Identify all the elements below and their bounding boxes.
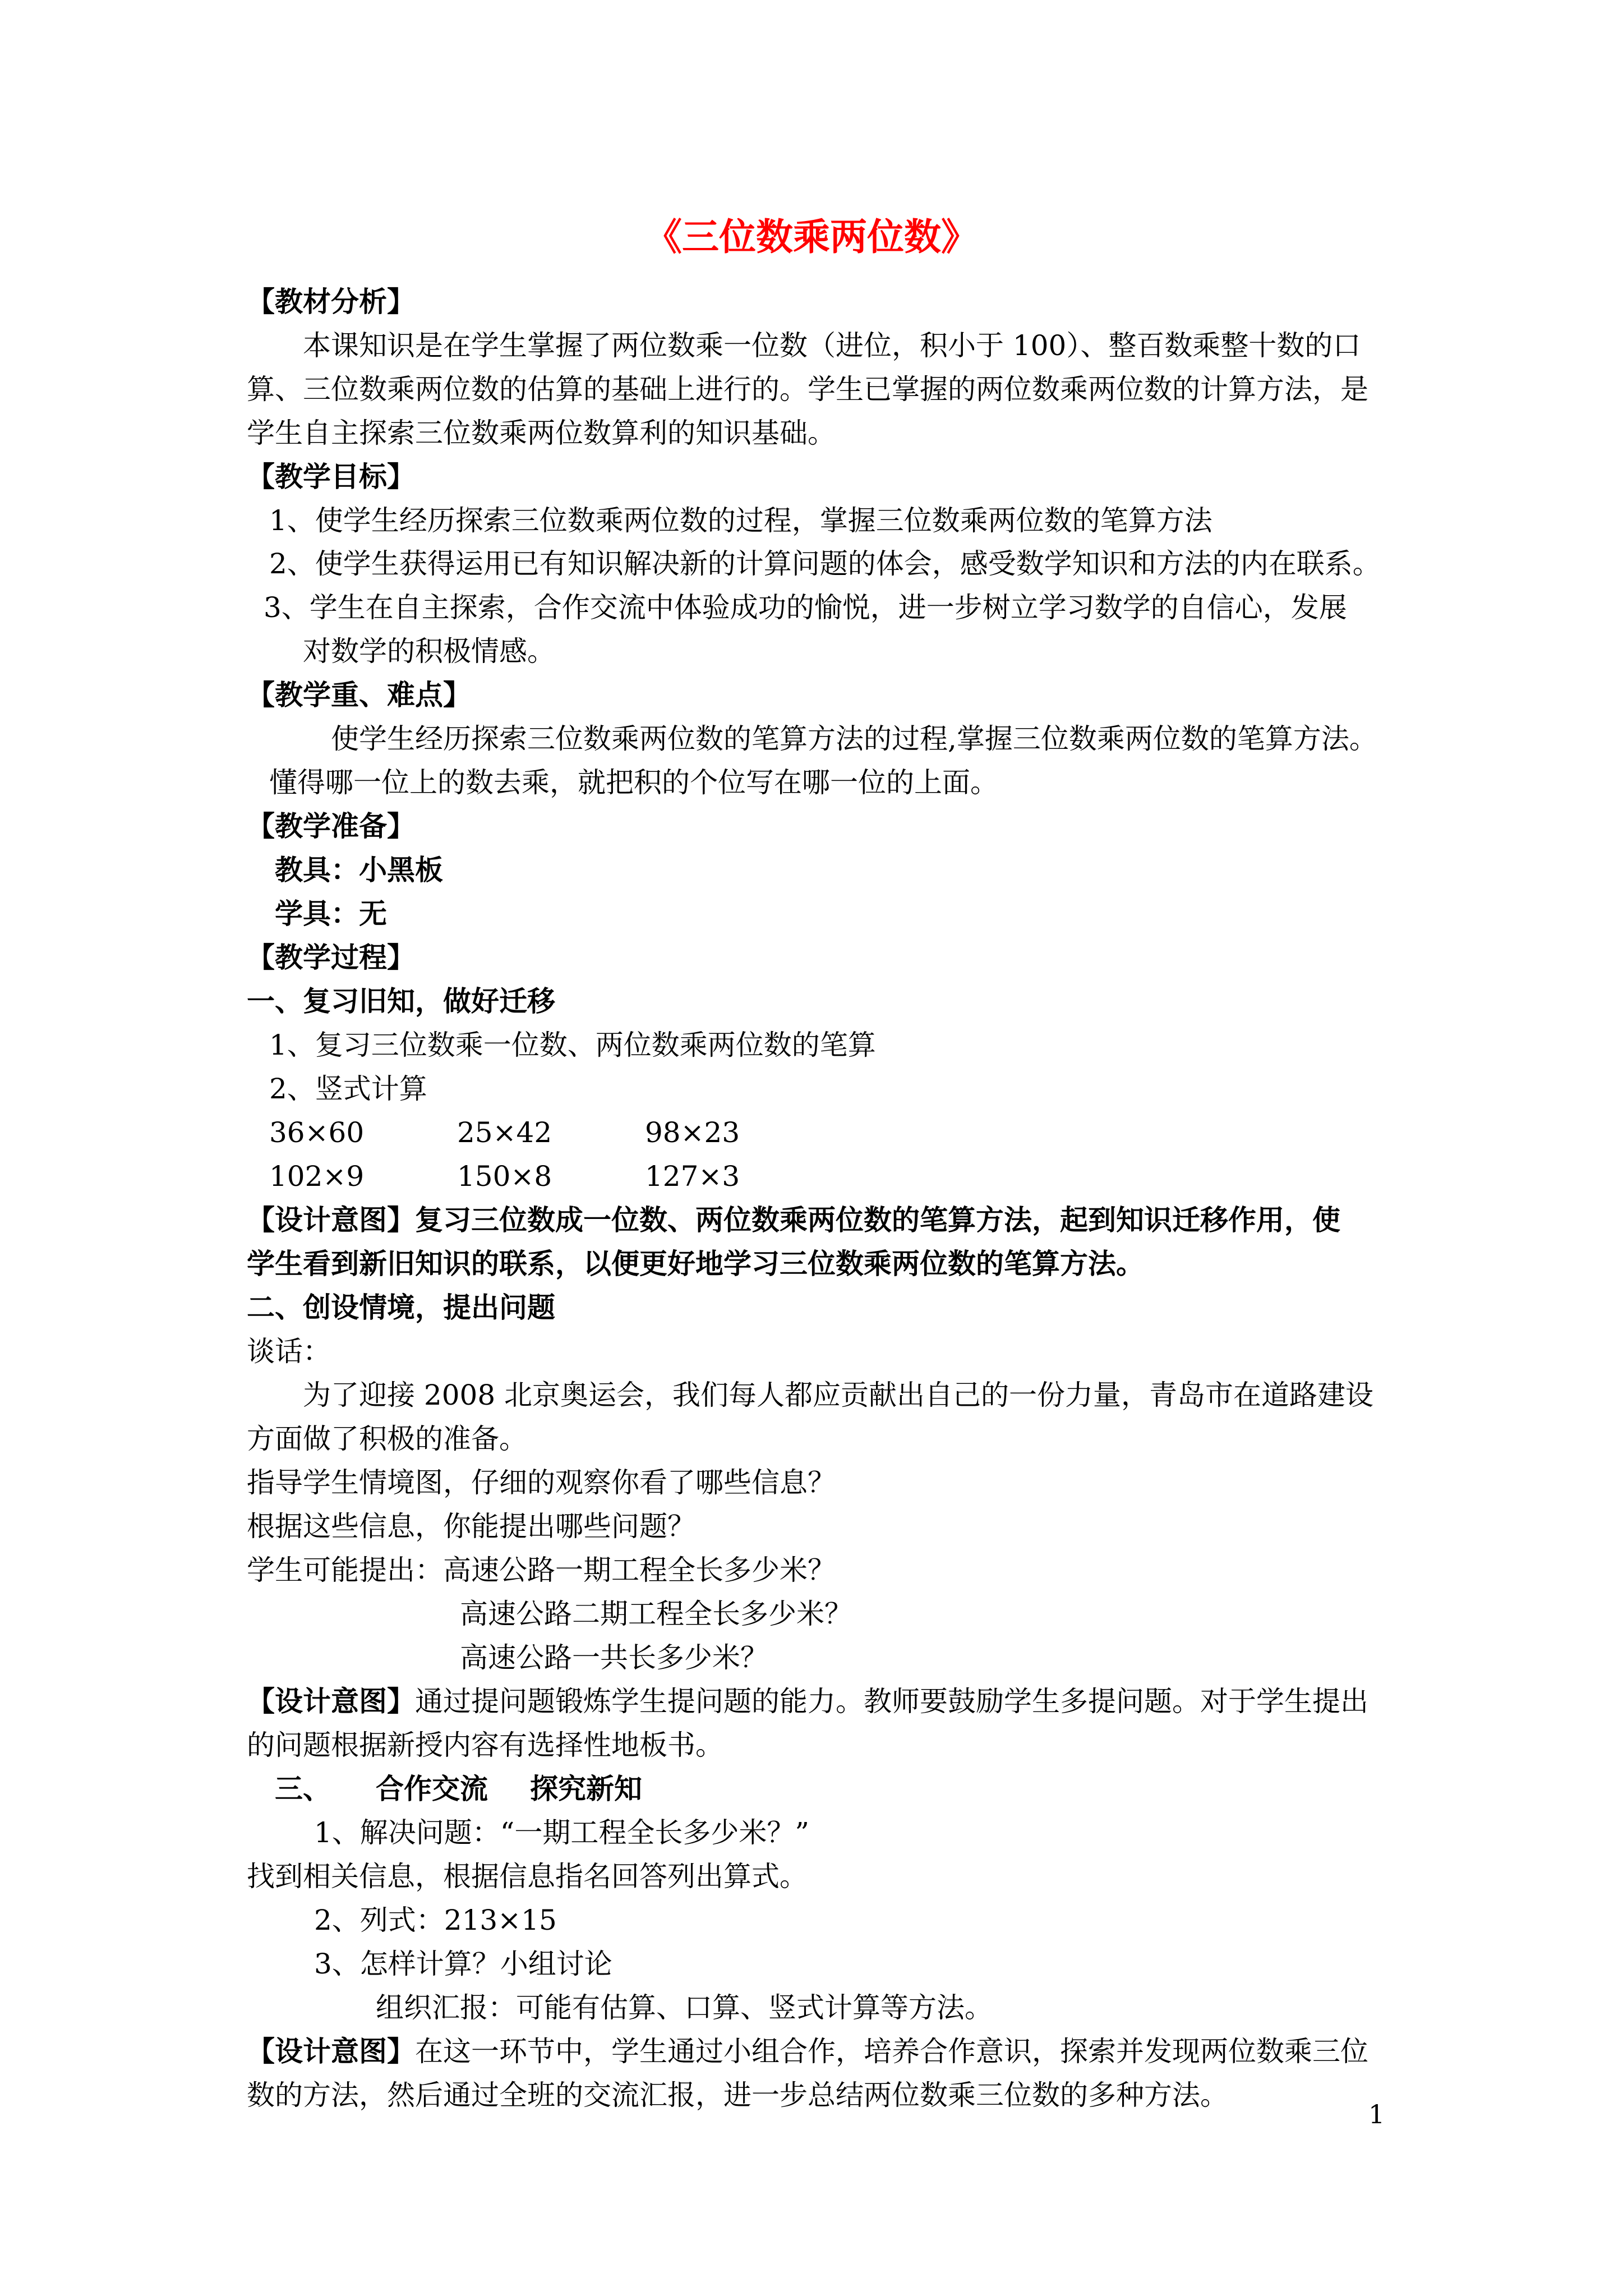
possible-question: 高速公路一期工程全长多少米？ bbox=[443, 1554, 836, 1586]
goal-item: 2、使学生获得运用已有知识解决新的计算问题的体会，感受数学知识和方法的内在联系。 bbox=[269, 547, 1381, 580]
possible-questions-label: 学生可能提出： bbox=[247, 1554, 443, 1586]
exercise: 150×8 bbox=[457, 1160, 552, 1193]
part3-item: 3、怎样计算？小组讨论 bbox=[314, 1948, 612, 1980]
process-heading: 【教学过程】 bbox=[247, 941, 415, 974]
analysis-line: 本课知识是在学生掌握了两位数乘一位数（进位，积小于 100）、整百数乘整十数的口 bbox=[303, 329, 1361, 362]
design-intent-text: 学生看到新旧知识的联系，以便更好地学习三位数乘两位数的笔算方法。 bbox=[247, 1247, 1144, 1280]
goal-item: 3、学生在自主探索，合作交流中体验成功的愉悦，进一步树立学习数学的自信心，发展 bbox=[264, 591, 1347, 624]
talk-text: 方面做了积极的准备。 bbox=[247, 1423, 527, 1455]
exercise: 36×60 bbox=[269, 1116, 365, 1149]
exercise: 25×42 bbox=[457, 1116, 552, 1149]
keypoints-heading: 【教学重、难点】 bbox=[247, 678, 471, 711]
goal-item: 对数学的积极情感。 bbox=[303, 635, 555, 668]
report-text: 组织汇报：可能有估算、口算、竖式计算等方法。 bbox=[376, 1991, 993, 2024]
page-number: 1 bbox=[1368, 2099, 1385, 2129]
analysis-heading: 【教材分析】 bbox=[247, 285, 415, 318]
teacher-tools: 教具：小黑板 bbox=[275, 853, 443, 886]
exercise: 127×3 bbox=[645, 1160, 740, 1193]
design-intent-label: 【设计意图】 bbox=[247, 1685, 415, 1718]
exercise: 98×23 bbox=[645, 1116, 740, 1149]
keypoints-line: 使学生经历探索三位数乘两位数的笔算方法的过程,掌握三位数乘两位数的笔算方法。 bbox=[331, 723, 1377, 755]
possible-question: 高速公路二期工程全长多少米？ bbox=[460, 1598, 852, 1630]
design-intent-1 bbox=[247, 1203, 1340, 1237]
design-intent-2 bbox=[247, 1685, 1368, 1718]
part1-title: 一、复习旧知，做好迁移 bbox=[247, 984, 555, 1018]
analysis-line: 算、三位数乘两位数的估算的基础上进行的。学生已掌握的两位数乘两位数的计算方法，是 bbox=[247, 373, 1368, 406]
part2-title: 二、创设情境，提出问题 bbox=[247, 1291, 555, 1324]
exercise: 102×9 bbox=[269, 1160, 365, 1193]
design-intent-text: 的问题根据新授内容有选择性地板书。 bbox=[247, 1729, 723, 1761]
analysis-line: 学生自主探索三位数乘两位数算利的知识基础。 bbox=[247, 417, 836, 449]
possible-question: 高速公路一共长多少米？ bbox=[460, 1641, 768, 1674]
talk-text: 为了迎接 2008 北京奥运会，我们每人都应贡献出自己的一份力量，青岛市在道路建设 bbox=[303, 1379, 1374, 1411]
part3-title-b: 探究新知 bbox=[530, 1772, 642, 1805]
part3-item: 1、解决问题：“一期工程全长多少米？” bbox=[314, 1816, 809, 1849]
part3-number: 三、 bbox=[275, 1772, 331, 1805]
goal-item: 1、使学生经历探索三位数乘两位数的过程，掌握三位数乘两位数的笔算方法 bbox=[269, 504, 1212, 537]
design-intent-text: 复习三位数成一位数、两位数乘两位数的笔算方法，起到知识迁移作用，使 bbox=[415, 1203, 1340, 1236]
design-intent-3 bbox=[247, 2035, 1368, 2068]
part3-title-a: 合作交流 bbox=[376, 1772, 488, 1805]
design-intent-text: 通过提问题锻炼学生提问题的能力。教师要鼓励学生多提问题。对于学生提出 bbox=[415, 1685, 1368, 1718]
talk-label: 谈话： bbox=[247, 1335, 331, 1368]
prep-heading: 【教学准备】 bbox=[247, 809, 415, 843]
part3-item: 找到相关信息，根据信息指名回答列出算式。 bbox=[247, 1860, 808, 1893]
part1-item: 2、竖式计算 bbox=[269, 1073, 427, 1105]
part1-item: 1、复习三位数乘一位数、两位数乘两位数的笔算 bbox=[269, 1029, 876, 1061]
design-intent-label: 【设计意图】 bbox=[247, 2035, 415, 2068]
design-intent-text: 在这一环节中，学生通过小组合作，培养合作意识，探索并发现两位数乘三位 bbox=[415, 2035, 1368, 2068]
design-intent-text: 数的方法，然后通过全班的交流汇报，进一步总结两位数乘三位数的多种方法。 bbox=[247, 2079, 1228, 2111]
keypoints-line: 懂得哪一位上的数去乘，就把积的个位写在哪一位的上面。 bbox=[269, 766, 998, 799]
document-title: 《三位数乘两位数》 bbox=[645, 215, 978, 259]
goals-heading: 【教学目标】 bbox=[247, 460, 415, 493]
part3-item: 2、列式：213×15 bbox=[314, 1904, 557, 1936]
ask-text: 根据这些信息，你能提出哪些问题？ bbox=[247, 1510, 695, 1543]
student-tools: 学具：无 bbox=[275, 897, 387, 930]
guide-text: 指导学生情境图，仔细的观察你看了哪些信息？ bbox=[247, 1466, 836, 1499]
design-intent-label: 【设计意图】 bbox=[247, 1203, 415, 1236]
